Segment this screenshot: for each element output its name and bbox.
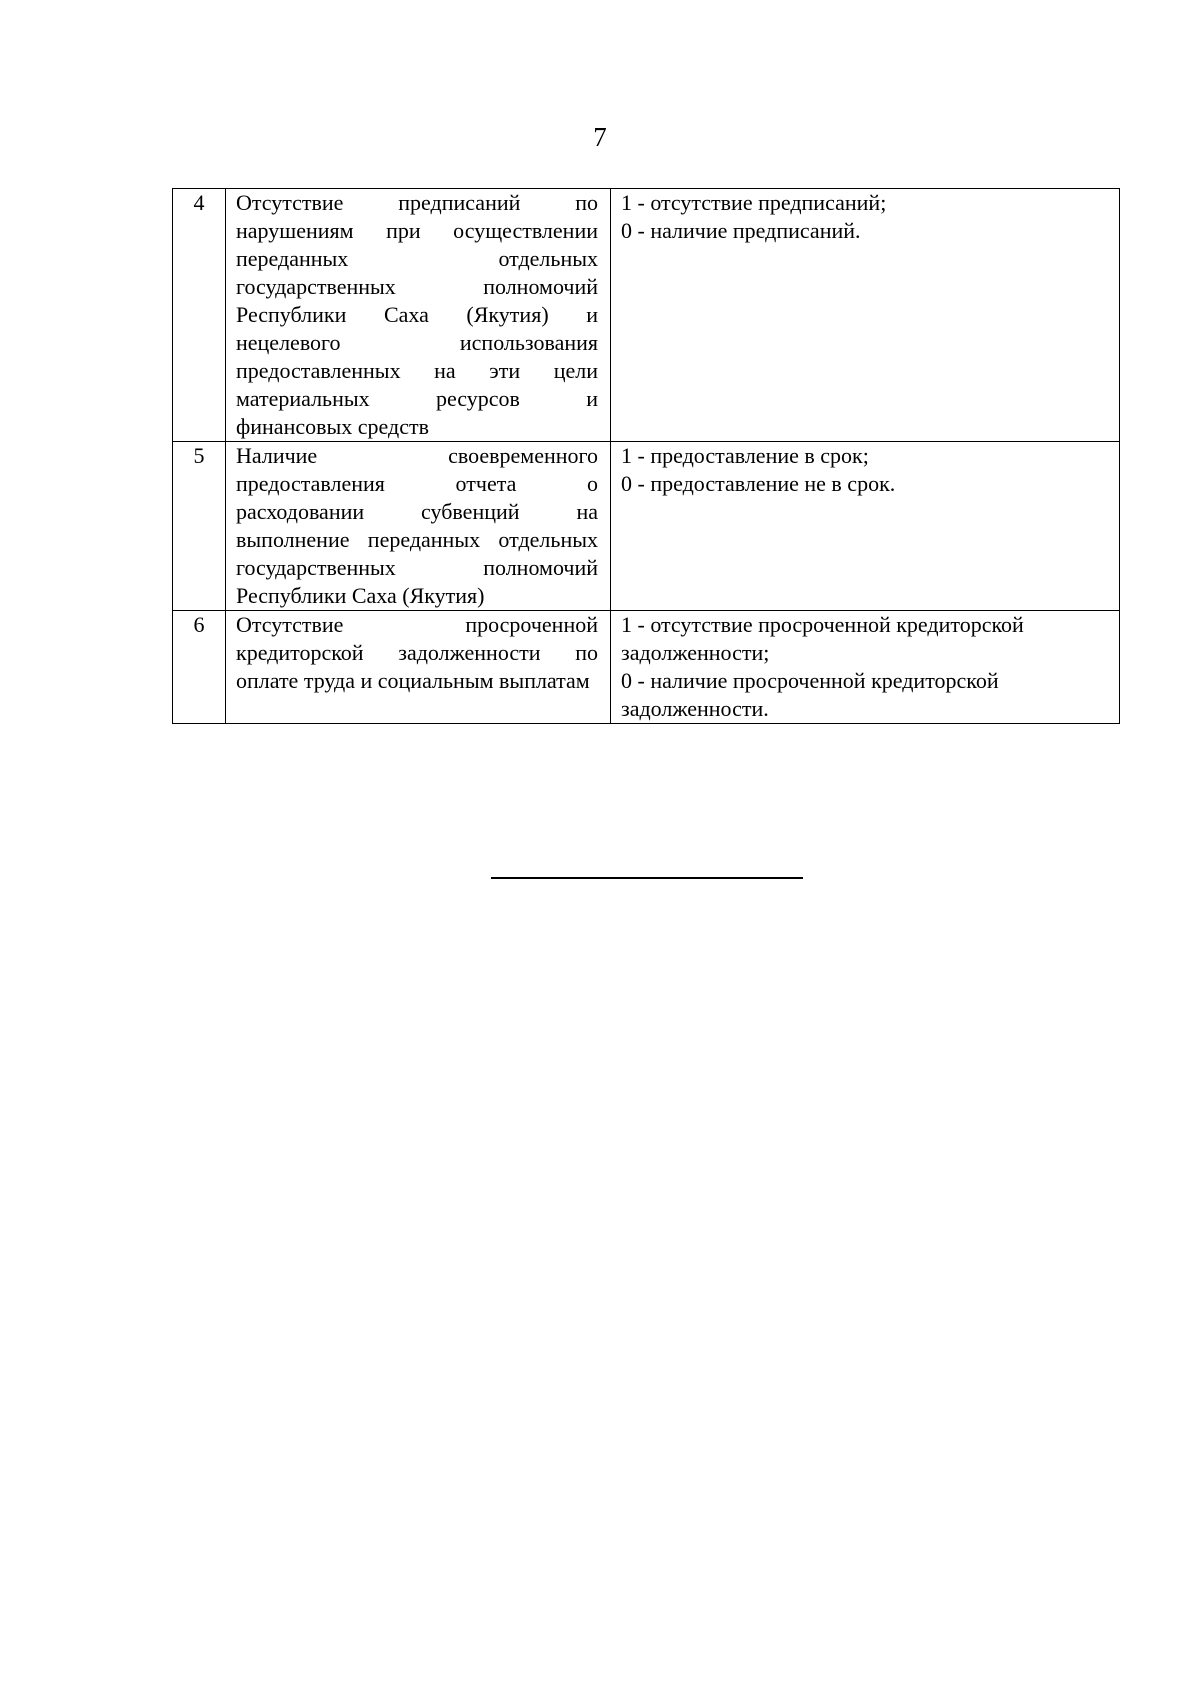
score-line: 0 - наличие просроченной кредиторской задолженности.	[621, 668, 999, 721]
score-line: 0 - наличие предписаний.	[621, 218, 861, 243]
score-line: 0 - предоставление не в срок.	[621, 471, 896, 496]
criteria-table	[172, 188, 1120, 724]
table-row	[173, 189, 1120, 442]
row-number-cell: 6	[173, 611, 226, 724]
row-number-cell: 5	[173, 442, 226, 611]
closing-divider-line	[491, 877, 803, 879]
score-line: 1 - отсутствие предписаний;	[621, 190, 887, 215]
criterion-cell: Отсутствие просроченной кредиторской задолженности по оплате труда и социальным выплатам	[226, 611, 611, 724]
table-row	[173, 442, 1120, 611]
criterion-cell: Наличие своевременного предоставления отчета о расходовании субвенций на выполнение переданных отдельных государственных полномочий Республики Саха (Якутия)	[226, 442, 611, 611]
table-row	[173, 611, 1120, 724]
score-cell	[611, 611, 1120, 724]
page-number: 7	[593, 122, 607, 152]
score-line: 1 - отсутствие просроченной кредиторской задолженности;	[621, 612, 1024, 665]
score-cell	[611, 442, 1120, 611]
row-number-cell: 4	[173, 189, 226, 442]
score-cell	[611, 189, 1120, 442]
criterion-cell: Отсутствие предписаний по нарушениям при осуществлении переданных отдельных государственных полномочий Республики Саха (Якутия) и нецелевого использования предоставленных на эти цели материальных ресурсов и финансовых средств	[226, 189, 611, 442]
score-line: 1 - предоставление в срок;	[621, 443, 869, 468]
